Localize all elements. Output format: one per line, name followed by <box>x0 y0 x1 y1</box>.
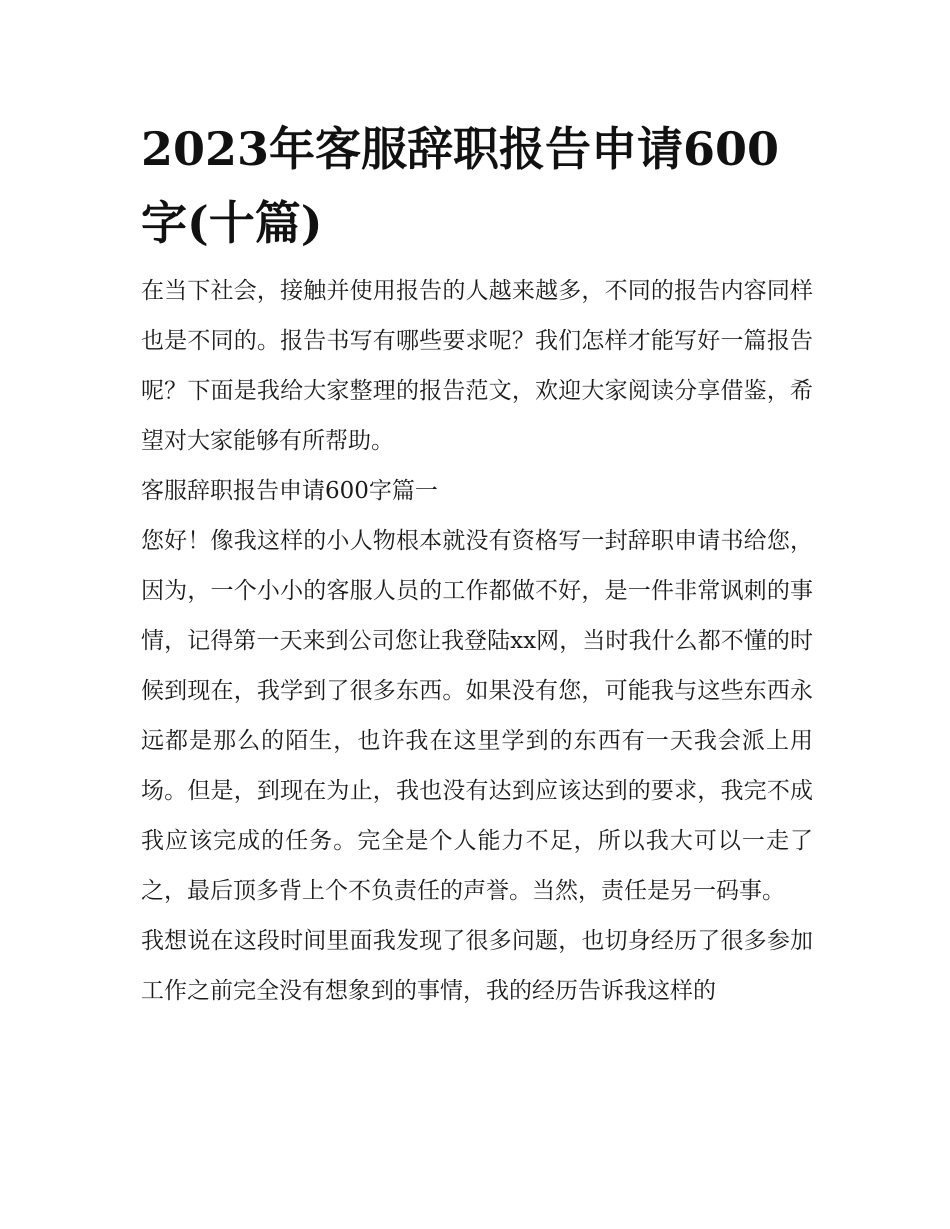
document-title: 2023年客服辞职报告申请600字(十篇) <box>141 122 780 250</box>
body-paragraph-1: 您好！像我这样的小人物根本就没有资格写一封辞职申请书给您，因为，一个小小的客服人员的工作都做不好，是一件非常讽刺的事情，记得第一天来到公司您让我登陆xx网，当时我什么都不懂的时候到现在，我学到了很多东西。如果没有您，可能我与这些东西永远都是那么的陌生，也许我在这里学到的东西有一天我会派上用场。但是，到现在为止，我也没有达到应该达到的要求，我完不成我应该完成的任务。完全是个人能力不足，所以我大可以一走了之，最后顶多背上个不负责任的声誉。当然，责任是另一码事。 <box>141 528 813 904</box>
section-heading: 客服辞职报告申请600字篇一 <box>141 478 438 504</box>
body-paragraph-2: 我想说在这段时间里面我发现了很多问题，也切身经历了很多参加工作之前完全没有想象到的事情，我的经历告诉我这样的 <box>141 928 813 1004</box>
intro-paragraph: 在当下社会，接触并使用报告的人越来越多，不同的报告内容同样也是不同的。报告书写有哪些要求呢？我们怎样才能写好一篇报告呢？下面是我给大家整理的报告范文，欢迎大家阅读分享借鉴，希望对大家能够有所帮助。 <box>141 278 813 454</box>
document-content <box>141 112 813 1016</box>
